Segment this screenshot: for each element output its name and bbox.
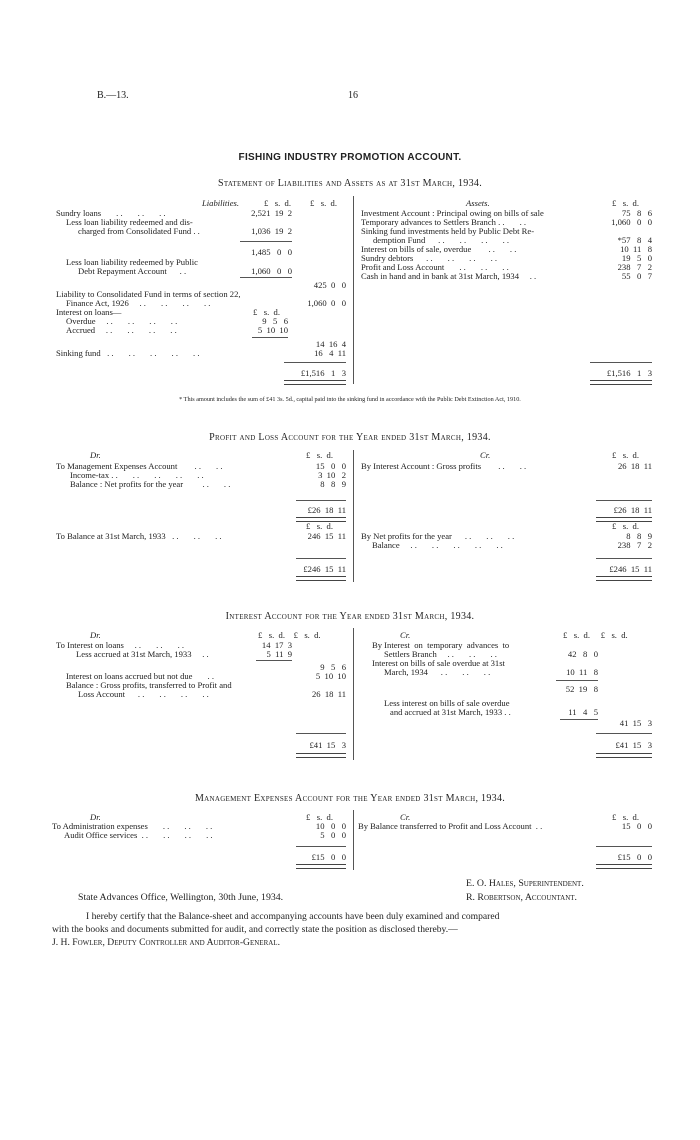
- column-divider: [353, 196, 354, 384]
- dr-line: Interest on loans accrued but not due . .: [66, 671, 214, 681]
- footnote: * This amount includes the sum of £41 3s. 5d., capital paid into the sinking fund in accordance with the Public Debt Extinction Act, 1910.: [179, 396, 521, 403]
- office-date: State Advances Office, Wellington, 30th June, 1934.: [78, 892, 284, 903]
- dr-total: 5 10 10: [315, 671, 346, 681]
- cr-line: Interest on bills of sale overdue at 31st: [372, 658, 505, 668]
- dr-line: Loss Account . . . . . . . .: [78, 689, 209, 699]
- cr-line: March, 1934 . . . . . .: [384, 667, 491, 677]
- dr-line: Less accrued at 31st March, 1933 . .: [76, 649, 209, 659]
- rule: [296, 733, 346, 734]
- rule: [284, 362, 346, 363]
- liab-line: Accrued . . . . . . . .: [66, 325, 177, 335]
- dr-value: 3 10 2: [318, 470, 346, 480]
- cr-line: By Balance transferred to Profit and Loss Account . .: [358, 821, 543, 831]
- asset-line: Interest on bills of sale, overdue . . . .: [361, 244, 517, 254]
- cr-value: 10 11 8: [566, 667, 598, 677]
- cr-value: 15 0 0: [621, 821, 652, 831]
- cr-value: 11 4 5: [568, 707, 598, 717]
- cr-grand-total: £41 15 3: [615, 740, 652, 750]
- cr-value: 26 18 11: [617, 461, 652, 471]
- rule: [240, 241, 292, 242]
- rule: [296, 846, 346, 847]
- cr-value: 52 19 8: [565, 684, 598, 694]
- cr-total: £15 0 0: [617, 852, 652, 862]
- cr-cols: £ s. d.: [612, 450, 639, 460]
- asset-value: 75 8 6: [621, 208, 652, 218]
- liab-total: 1,060 0 0: [307, 298, 346, 308]
- cr-line: and accrued at 31st March, 1933 . .: [390, 707, 511, 717]
- liab-line: Less loan liability redeemed and dis-: [66, 217, 193, 227]
- column-divider: [353, 628, 354, 760]
- liab-total: 425 0 0: [313, 280, 346, 290]
- rule: [596, 558, 652, 559]
- dr-value: 5 0 0: [320, 830, 346, 840]
- cr-label: Cr.: [400, 630, 411, 640]
- asset-value: 1,060 0 0: [611, 217, 652, 227]
- dr-line: Audit Office services . . . . . . . .: [64, 830, 213, 840]
- asset-value: *57 8 4: [617, 235, 652, 245]
- dr-grand-total: £41 15 3: [309, 740, 346, 750]
- dr-total: £15 0 0: [311, 852, 346, 862]
- rule: [240, 277, 292, 278]
- liab-value: 1,060 0 0: [251, 266, 292, 276]
- certificate-line: with the books and documents submitted for audit, and correctly state the position as disclosed thereby.—: [52, 924, 458, 935]
- cr-line: Less interest on bills of sale overdue: [384, 698, 510, 708]
- asset-value: 55 0 7: [621, 271, 652, 281]
- asset-value: 10 11 8: [620, 244, 652, 254]
- dr-line: To Administration expenses . . . . . .: [52, 821, 213, 831]
- dr-line: To Management Expenses Account . . . .: [56, 461, 223, 471]
- rule: [252, 337, 288, 338]
- cr-line: By Interest on temporary advances to: [372, 640, 510, 650]
- statement-heading: Statement of Liabilities and Assets as at 31st March, 1934.: [217, 178, 483, 189]
- rule: [296, 558, 346, 559]
- rule: [556, 680, 598, 681]
- rule: [256, 660, 292, 661]
- certificate-signature: J. H. Fowler, Deputy Controller and Auditor-General.: [52, 937, 280, 948]
- asset-line: Sundry debtors . . . . . . . .: [361, 253, 498, 263]
- dr-line: Balance : Net profits for the year . . . .: [70, 479, 231, 489]
- dr-label: Dr.: [90, 630, 101, 640]
- column-divider: [353, 450, 354, 582]
- double-rule: [596, 753, 652, 758]
- liab-value: 1,485 0 0: [251, 247, 292, 257]
- dr-line: To Balance at 31st March, 1933 . . . . . .: [56, 531, 222, 541]
- assets-total: £1,516 1 3: [606, 368, 652, 378]
- liab-line: Finance Act, 1926 . . . . . . . .: [66, 298, 211, 308]
- cr-line: By Net profits for the year . . . . . .: [361, 531, 515, 541]
- liab-value: 9 5 6: [262, 316, 288, 326]
- asset-value: 19 5 0: [621, 253, 652, 263]
- rule: [590, 362, 652, 363]
- dr-value: 246 15 11: [307, 531, 346, 541]
- liab-line: charged from Consolidated Fund . .: [78, 226, 200, 236]
- dr-total: 26 18 11: [311, 689, 346, 699]
- liabilities-total: £1,516 1 3: [300, 368, 346, 378]
- liab-line: Interest on loans—: [56, 307, 122, 317]
- double-rule: [590, 380, 652, 385]
- cr-cols: £ s. d.: [612, 812, 639, 822]
- liab-line: Liability to Consolidated Fund in terms of section 22,: [56, 289, 241, 299]
- assets-cols: £ s. d.: [612, 198, 639, 208]
- cr-total: £246 15 11: [609, 564, 652, 574]
- liab-line: Sundry loans . . . . . .: [56, 208, 166, 218]
- rule: [596, 733, 652, 734]
- asset-value: 238 7 2: [617, 262, 652, 272]
- management-heading: Management Expenses Account for the Year ended 31st March, 1934.: [194, 793, 506, 804]
- page-ref: B.—13.: [97, 90, 129, 101]
- signature-superintendent: E. O. Hales, Superintendent.: [466, 878, 584, 889]
- dr-label: Dr.: [90, 450, 101, 460]
- dr-line: Balance : Gross profits, transferred to Profit and: [66, 680, 232, 690]
- dr-line: To Interest on loans . . . . . .: [56, 640, 185, 650]
- interest-heading: Interest Account for the Year ended 31st March, 1934.: [225, 611, 475, 622]
- asset-line: Sinking fund investments held by Public Debt Re-: [361, 226, 535, 236]
- rule: [596, 500, 652, 501]
- dr-total: £246 15 11: [303, 564, 346, 574]
- double-rule: [284, 380, 346, 385]
- liabilities-cols-b: £ s. d.: [310, 198, 337, 208]
- dr-cols: £ s. d. £ s. d.: [258, 630, 321, 640]
- cr-total: £26 18 11: [613, 505, 652, 515]
- cr-label: Cr.: [400, 812, 411, 822]
- cr-value: 8 8 9: [626, 531, 652, 541]
- liab-line: Debt Repayment Account . .: [78, 266, 187, 276]
- double-rule: [296, 753, 346, 758]
- dr-cols: £ s. d.: [306, 521, 333, 531]
- liab-total: 14 16 4: [315, 339, 346, 349]
- double-rule: [296, 864, 346, 869]
- dr-line: Income-tax . . . . . . . . . .: [70, 470, 204, 480]
- dr-total: £26 18 11: [307, 505, 346, 515]
- liab-value: 1,036 19 2: [251, 226, 292, 236]
- assets-heading: Assets.: [466, 198, 490, 208]
- page-title: FISHING INDUSTRY PROMOTION ACCOUNT.: [238, 152, 462, 163]
- double-rule: [596, 576, 652, 581]
- liab-cols: £ s. d.: [253, 307, 280, 317]
- cr-line: Settlers Branch . . . . . .: [384, 649, 497, 659]
- liabilities-cols-a: £ s. d.: [264, 198, 291, 208]
- cr-line: Balance . . . . . . . . . .: [372, 540, 503, 550]
- dr-value: 15 0 0: [315, 461, 346, 471]
- profit-loss-heading: Profit and Loss Account for the Year ended 31st March, 1934.: [209, 432, 491, 443]
- rule: [296, 500, 346, 501]
- asset-line: demption Fund . . . . . . . .: [373, 235, 510, 245]
- liab-line: Sinking fund . . . . . . . . . .: [56, 348, 200, 358]
- page-number: 16: [348, 90, 358, 101]
- liab-line: Overdue . . . . . . . .: [66, 316, 178, 326]
- dr-value: 8 8 9: [320, 479, 346, 489]
- cr-cols: £ s. d. £ s. d.: [563, 630, 628, 640]
- asset-line: Profit and Loss Account . . . . . .: [361, 262, 509, 272]
- rule: [560, 719, 598, 720]
- liab-value: 5 10 10: [257, 325, 288, 335]
- dr-value: 5 11 9: [266, 649, 292, 659]
- double-rule: [296, 576, 346, 581]
- liab-line: Less loan liability redeemed by Public: [66, 257, 198, 267]
- cr-total: 41 15 3: [619, 718, 652, 728]
- dr-total: 9 5 6: [320, 662, 346, 672]
- column-divider: [353, 810, 354, 870]
- liab-value: 2,521 19 2: [251, 208, 292, 218]
- certificate-line: I hereby certify that the Balance-sheet and accompanying accounts have been duly examined and compared: [86, 911, 500, 922]
- asset-line: Temporary advances to Settlers Branch . . . .: [361, 217, 527, 227]
- rule: [596, 846, 652, 847]
- asset-line: Cash in hand and in bank at 31st March, 1934 . .: [361, 271, 537, 281]
- asset-line: Investment Account : Principal owing on bills of sale: [361, 208, 544, 218]
- dr-value: 10 0 0: [315, 821, 346, 831]
- dr-cols: £ s. d.: [306, 812, 333, 822]
- double-rule: [596, 864, 652, 869]
- cr-cols: £ s. d.: [612, 521, 639, 531]
- dr-label: Dr.: [90, 812, 101, 822]
- liab-total: 16 4 11: [314, 348, 346, 358]
- dr-cols: £ s. d.: [306, 450, 333, 460]
- cr-value: 238 7 2: [617, 540, 652, 550]
- cr-value: 42 8 0: [567, 649, 598, 659]
- dr-value: 14 17 3: [261, 640, 292, 650]
- liabilities-heading: Liabilities.: [202, 198, 240, 208]
- cr-line: By Interest Account : Gross profits . . . .: [361, 461, 527, 471]
- cr-label: Cr.: [480, 450, 491, 460]
- signature-accountant: R. Robertson, Accountant.: [466, 892, 577, 903]
